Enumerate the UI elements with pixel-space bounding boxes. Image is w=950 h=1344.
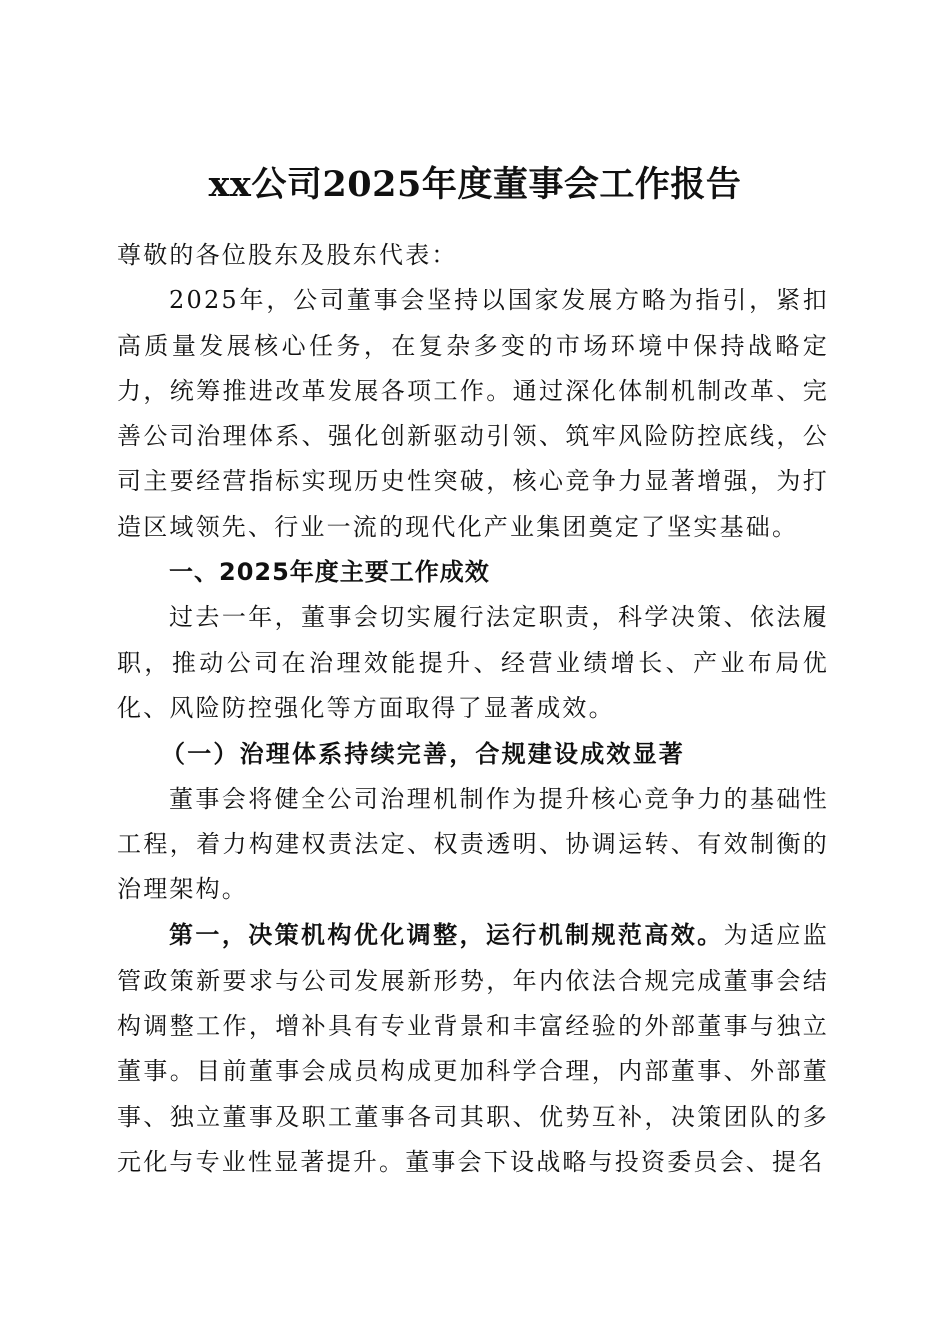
point-1-body: 为适应监管政策新要求与公司发展新形势，年内依法合规完成董事会结构调整工作，增补具有专业背景和丰富经验的外部董事与独立董事。目前董事会成员构成更加科学合理，内部董事、外部董事、独立董事及职工董事各司其职、优势互补，决策团队的多元化与专业性显著提升。董事会下设战略与投资委员会、提名 [117, 921, 829, 1176]
subsection-heading-1: （一）治理体系持续完善，合规建设成效显著 [161, 739, 685, 769]
salutation: 尊敬的各位股东及股东代表： [117, 241, 458, 269]
section-1-paragraph: 过去一年，董事会切实履行法定职责，科学决策、依法履职，推动公司在治理效能提升、经营业绩增长、产业布局优化、风险防控强化等方面取得了显著成效。 [117, 603, 829, 722]
intro-paragraph: 2025年，公司董事会坚持以国家发展方略为指引，紧扣高质量发展核心任务，在复杂多变的市场环境中保持战略定力，统筹推进改革发展各项工作。通过深化体制机制改革、完善公司治理体系、强化创新驱动引领、筑牢风险防控底线，公司主要经营指标实现历史性突破，核心竞争力显著增强，为打造区域领先、行业一流的现代化产业集团奠定了坚实基础。 [117, 286, 829, 541]
point-1-paragraph [117, 912, 829, 1185]
document-title: xx公司2025年度董事会工作报告 [208, 164, 742, 206]
document-body [117, 233, 829, 1185]
section-heading-1: 一、2025年度主要工作成效 [169, 558, 490, 587]
subsection-1-paragraph: 董事会将健全公司治理机制作为提升核心竞争力的基础性工程，着力构建权责法定、权责透明、协调运转、有效制衡的治理架构。 [117, 784, 829, 904]
point-1-lead: 第一，决策机构优化调整，运行机制规范高效。 [169, 920, 724, 950]
